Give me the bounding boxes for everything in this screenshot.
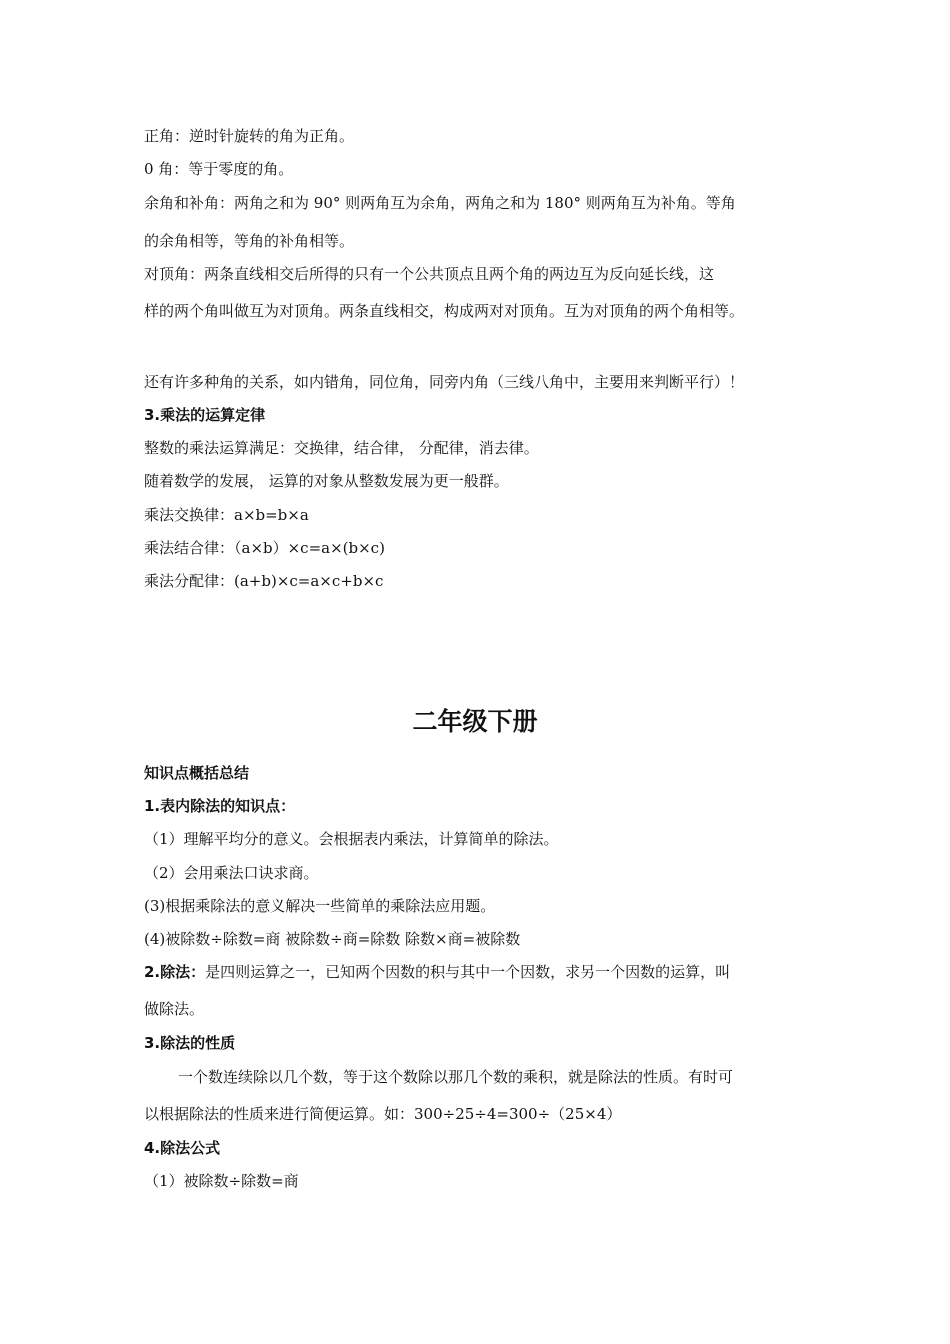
other-angle-relations: 还有许多种角的关系，如内错角，同位角，同旁内角（三线八角中，主要用来判断平行）！	[144, 373, 745, 391]
multiplication-laws-heading: 3.乘法的运算定律	[144, 406, 266, 424]
table-division-item-3: (3)根据乘除法的意义解决一些简单的乘除法应用题。	[144, 897, 496, 915]
vertical-angle-text-1: 对顶角：两条直线相交后所得的只有一个公共顶点且两个角的两边互为反向延长线，这	[144, 265, 715, 283]
multiplication-laws-text-2: 随着数学的发展， 运算的对象从整数发展为更一般群。	[144, 472, 509, 490]
division-formula-heading: 4.除法公式	[144, 1139, 221, 1157]
vertical-angle-text-2: 样的两个角叫做互为对顶角。两条直线相交，构成两对对顶角。互为对顶角的两个角相等。	[144, 302, 745, 320]
complementary-angle-text-2: 的余角相等，等角的补角相等。	[144, 232, 355, 250]
zero-angle-definition: 0 角：等于零度的角。	[144, 160, 294, 178]
commutative-law: 乘法交换律：a×b=b×a	[144, 506, 309, 524]
positive-angle-definition: 正角：逆时针旋转的角为正角。	[144, 127, 355, 145]
division-definition	[144, 962, 824, 982]
table-division-item-2: （2）会用乘法口诀求商。	[144, 864, 319, 882]
division-property-text-2: 以根据除法的性质来进行简便运算。如：300÷25÷4=300÷（25×4）	[144, 1105, 622, 1123]
table-division-item-4: (4)被除数÷除数=商 被除数÷商=除数 除数×商=被除数	[144, 930, 521, 948]
multiplication-laws-text-1: 整数的乘法运算满足：交换律，结合律， 分配律，消去律。	[144, 439, 539, 457]
summary-heading: 知识点概括总结	[144, 764, 250, 782]
grade-title: 二年级下册	[412, 707, 538, 736]
complementary-angle-text-1: 余角和补角：两角之和为 90° 则两角互为余角，两角之和为 180° 则两角互为补角。等角	[144, 194, 736, 212]
division-property-heading: 3.除法的性质	[144, 1034, 236, 1052]
division-definition-text-2: 做除法。	[144, 1000, 205, 1018]
division-formula-item-1: （1）被除数÷除数=商	[144, 1172, 299, 1190]
division-definition-heading: 2.除法：	[144, 963, 206, 981]
table-division-item-1: （1）理解平均分的意义。会根据表内乘法，计算简单的除法。	[144, 830, 559, 848]
division-property-text-1: 一个数连续除以几个数，等于这个数除以那几个数的乘积，就是除法的性质。有时可	[178, 1068, 734, 1086]
division-definition-text-1: 是四则运算之一，已知两个因数的积与其中一个因数，求另一个因数的运算，叫	[205, 963, 731, 981]
distributive-law: 乘法分配律：(a+b)×c=a×c+b×c	[144, 572, 384, 590]
associative-law: 乘法结合律：（a×b）×c=a×(b×c)	[144, 539, 385, 557]
table-division-heading: 1.表内除法的知识点：	[144, 797, 296, 815]
